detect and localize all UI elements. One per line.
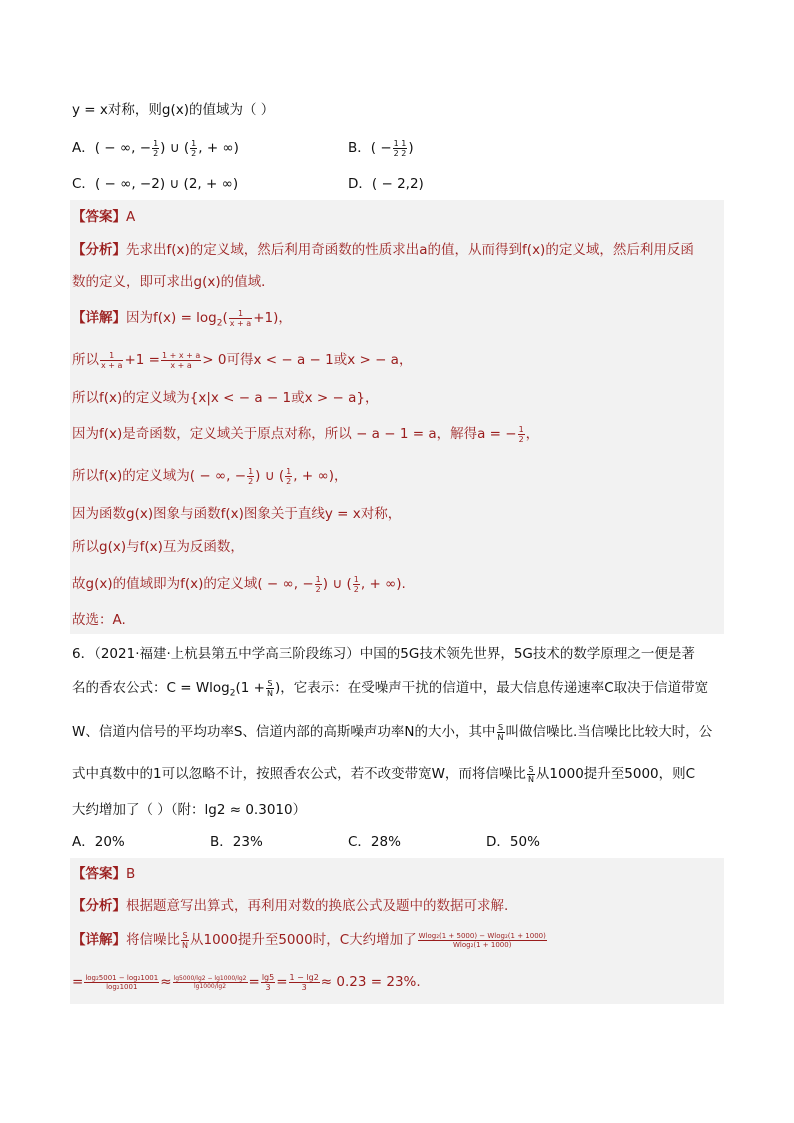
analysis-text: 先求出f(x)的定义域，然后利用奇函数的性质求出a的值，从而得到f(x)的定义域，然后利用反函 [126,242,694,258]
fraction [289,973,320,992]
q6-detail-line-1 [72,930,548,950]
denominator: 2 2 [393,148,407,158]
fraction [190,139,197,158]
numerator: log₂5001 − log₂1001 [85,973,159,982]
detail-text: ) ∪ ( [322,576,352,592]
numerator: S [497,722,504,732]
numerator: 1 [229,309,252,319]
denominator: 2 [518,434,524,444]
detail-text: 因为f(x)是奇函数，定义域关于原点对称，所以 − a − 1 = a，解得a = − [72,426,517,442]
q5-detail-line-2 [72,350,412,370]
subscript: 2 [216,318,223,329]
fraction [247,467,254,486]
detail-text: , + ∞). [360,576,406,592]
fraction [100,351,123,370]
numerator: 1 [153,138,159,148]
numerator: S [182,930,188,940]
fraction [353,575,360,594]
detail-text: , + ∞)， [293,468,348,484]
denominator: x + a [229,318,252,328]
detail-text: 因为f(x) = log [126,310,217,326]
q6-analysis [72,896,508,916]
denominator: 2 [315,584,321,594]
q5-detail-line-5 [72,466,347,486]
fraction [497,723,505,742]
option-text: ) ∪ ( [160,140,190,156]
option-text: ) [408,140,414,156]
numerator: 1 [286,466,292,476]
fraction [261,973,275,992]
q5-answer [72,207,135,227]
denominator: 2 [286,476,292,486]
detail-text: 所以 [72,352,99,368]
fraction [418,932,547,949]
fraction [173,975,248,990]
stem-text: W、信道内信号的平均功率S、信道内部的高斯噪声功率N的大小，其中 [72,724,496,740]
q6-option-a: A．20% [72,834,125,850]
detail-tag: 【详解】 [72,932,126,948]
q5-detail-line-7: 所以g(x)与f(x)互为反函数， [72,539,244,555]
q5-option-a [72,138,239,158]
option-label: B． [348,140,371,156]
detail-text: = [72,974,84,990]
q6-option-c: C．28% [348,834,401,850]
answer-value: B [126,866,136,882]
numerator: S [267,678,273,688]
q6-stem-line-5: 大约增加了（ ）（附：lg2 ≈ 0.3010） [72,802,307,818]
analysis-text: 根据题意写出算式，再利用对数的换底公式及题中的数据可求解. [126,898,509,914]
q5-answer-block [70,200,724,634]
option-text: ( − ∞, − [94,140,152,156]
detail-text: +1 = [124,352,160,368]
detail-text: ≈ 0.23 = 23%. [320,974,421,990]
detail-text: 将信噪比 [126,932,180,948]
fraction [84,974,159,991]
detail-text: ( [222,310,228,326]
denominator: N [182,940,188,950]
denominator: Wlog₂(1 + 1000) [453,940,512,949]
numerator: lg5000/lg2 − lg1000/lg2 [173,974,247,982]
q5-option-c [72,174,238,194]
subscript: 2 [229,688,236,699]
q5-detail-line-1 [72,308,292,334]
numerator: Wlog₂(1 + 5000) − Wlog₂(1 + 1000) [418,931,546,940]
fraction [527,765,535,784]
q5-detail-line-6: 因为函数g(x)图象与函数f(x)图象关于直线y = x对称， [72,506,402,522]
denominator: 2 [248,476,254,486]
q6-stem-line-3 [72,722,712,742]
fraction [266,679,274,698]
q5-analysis-line-1 [72,240,694,260]
q6-stem-line-4 [72,764,695,784]
denominator: 2 [353,584,359,594]
denominator: 2 [153,148,159,158]
option-label: A． [72,140,95,156]
q5-analysis-line-2: 数的定义，即可求出g(x)的值域． [72,274,275,290]
fraction [152,139,159,158]
option-text: , + ∞) [198,140,239,156]
answer-tag: 【答案】 [72,209,126,225]
numerator: 1 [315,574,321,584]
fraction [181,931,189,950]
option-label: C． [72,176,95,192]
fraction [285,467,292,486]
numerator: 1 [518,424,524,434]
q6-detail-line-2 [72,972,421,992]
numerator: 1 − lg2 [289,972,319,982]
numerator: 1 [353,574,359,584]
fraction [393,139,408,158]
numerator: 1 [191,138,197,148]
q5-option-b [348,138,414,158]
fraction [315,575,322,594]
denominator: N [497,732,504,742]
stem-text: 从1000提升至5000，则C [535,766,696,782]
answer-tag: 【答案】 [72,866,126,882]
q5-option-d [348,174,424,194]
detail-text: > 0可得x < − a − 1或x > − a， [202,352,413,368]
stem-text: 名的香农公式：C = Wlog [72,680,230,696]
numerator: 1 [248,466,254,476]
numerator: 1 + x + a [161,350,201,360]
detail-text: = [248,974,260,990]
denominator: lg1000/lg2 [193,982,227,990]
q5-detail-line-9: 故选：A. [72,612,126,628]
denominator: log₂1001 [106,982,138,991]
detail-text: 故g(x)的值域即为f(x)的定义域( − ∞, − [72,576,314,592]
fraction [229,309,252,328]
option-text: ( − 2,2) [371,176,424,192]
option-label: D． [348,176,372,192]
q6-option-d: D．50% [486,834,540,850]
detail-text: 从1000提升至5000时，C大约增加了 [189,932,417,948]
q5-stem-tail: y = x对称，则g(x)的值域为（ ） [72,102,275,118]
q6-option-b: B．23% [210,834,263,850]
numerator: 1 [100,351,123,361]
stem-text: )，它表示：在受噪声干扰的信道中，最大信息传递速率C取决于信道带宽 [274,680,709,696]
numerator: lg5 [261,972,275,982]
detail-text: ， [525,426,540,442]
denominator: 3 [265,982,271,992]
detail-tag: 【详解】 [72,310,126,326]
denominator: 2 [191,148,197,158]
denominator: N [527,774,534,784]
analysis-tag: 【分析】 [72,898,126,914]
numerator: 1 1 [393,138,407,148]
fraction [161,351,201,370]
option-text: ( − [370,140,392,156]
denominator: 3 [301,982,307,992]
analysis-tag: 【分析】 [72,242,126,258]
denominator: x + a [101,360,123,370]
q6-stem-line-1: 6．（2021·福建·上杭县第五中学高三阶段练习）中国的5G技术领先世界，5G技术的数学原理之一便是著 [72,646,695,662]
detail-text: ≈ [160,974,172,990]
denominator: N [266,688,273,698]
detail-text: +1)， [253,310,292,326]
detail-text: = [276,974,288,990]
option-text: ( − ∞, −2) ∪ (2, + ∞) [94,176,239,192]
stem-text: 叫做信噪比.当信噪比比较大时，公 [505,724,713,740]
fraction [518,425,525,444]
detail-text: 所以f(x)的定义域为( − ∞, − [72,468,247,484]
stem-text: 式中真数中的1可以忽略不计，按照香农公式，若不改变带宽W，而将信噪比 [72,766,526,782]
stem-text: (1 + [235,680,265,696]
detail-text: ) ∪ ( [255,468,285,484]
q5-detail-line-3: 所以f(x)的定义域为{x|x < − a − 1或x > − a}， [72,390,379,406]
q5-detail-line-8 [72,574,406,594]
q6-answer [72,864,135,884]
numerator: S [528,764,534,774]
q6-stem-line-2 [72,678,708,704]
q5-detail-line-4 [72,424,539,444]
denominator: x + a [170,360,192,370]
answer-value: A [126,209,136,225]
